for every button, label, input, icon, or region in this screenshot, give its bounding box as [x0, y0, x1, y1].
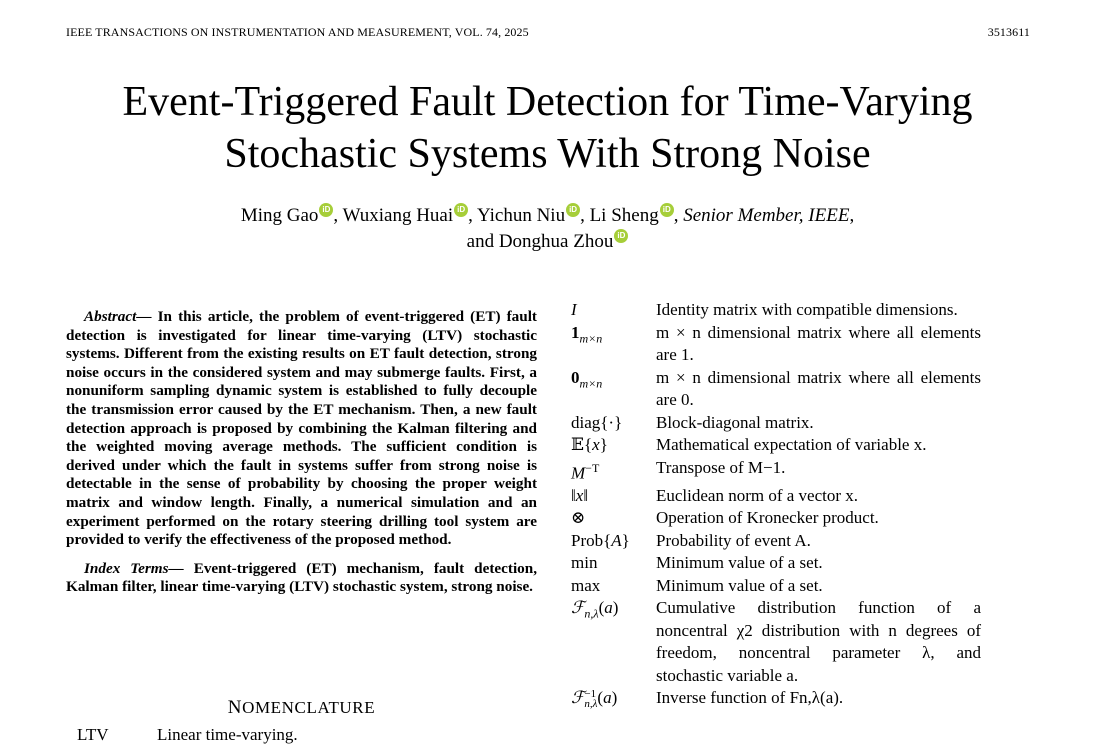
nomenclature-row — [571, 367, 981, 412]
nomenclature-row — [571, 507, 981, 530]
nomenclature-symbol: $0_{m\times n}$ — [571, 367, 603, 390]
nomenclature-symbol: ‖x‖ — [571, 485, 589, 505]
nomenclature-symbol: ⊗ — [571, 508, 586, 528]
abstract — [66, 308, 537, 550]
nomenclature-symbol: min — [571, 553, 598, 573]
author-list: Ming Gao iD , Wuxiang Huai iD , Yichun Niu iD , Li Sheng iD , Senior Member, IEEE, and Donghua Zhou iD — [240, 205, 855, 252]
nomenclature-desc: m × n dimensional matrix where all elements are 0. — [656, 367, 981, 409]
nomenclature-list — [571, 299, 981, 710]
nomenclature-row — [571, 322, 981, 367]
nomenclature-desc: Identity matrix with compatible dimensions. — [656, 300, 958, 319]
nomenclature-desc: Transpose of M−1. — [656, 457, 786, 477]
nomenclature-row — [571, 412, 981, 435]
nomenclature-symbol: max — [571, 575, 601, 595]
nomenclature-desc: Inverse function of Fn,λ(a). — [656, 688, 844, 708]
nomenclature-symbol: $M^{-T}$ — [571, 460, 600, 483]
title-line-2: Stochastic Systems With Strong Noise — [224, 131, 871, 177]
nomenclature-row — [571, 457, 981, 485]
nomenclature-row — [571, 687, 981, 710]
orcid-icon[interactable]: iD — [454, 203, 468, 217]
nomenclature-desc: Operation of Kronecker product. — [656, 508, 879, 528]
nomenclature-desc: Probability of event A. — [656, 530, 811, 550]
author-name: Donghua Zhou — [498, 231, 614, 252]
author-name: Li Sheng — [589, 205, 659, 226]
paper-title — [0, 76, 1095, 180]
orcid-icon[interactable]: iD — [566, 203, 580, 217]
nomenclature-symbol: ℱ−1 n,λ(a) — [571, 688, 618, 711]
nomenclature-desc: Minimum value of a set. — [656, 575, 823, 595]
nomenclature-heading: NOMENCLATURE — [227, 697, 376, 718]
nomenclature-symbol: LTV — [77, 725, 109, 744]
nomenclature-symbol: 𝔼{x} — [571, 435, 608, 455]
nomenclature-row — [571, 485, 981, 508]
abstract-label: Abstract— — [84, 308, 152, 325]
nomenclature-symbol: I — [571, 300, 577, 319]
nomenclature-desc: m × n dimensional matrix where all elements are 1. — [656, 322, 981, 364]
nomenclature-row — [77, 725, 298, 745]
nomenclature-desc: Minimum value of a set. — [656, 553, 823, 573]
index-terms-text: Event-triggered (ET) mechanism, fault detection, Kalman filter, linear time-varying (LTV) stochastic system, strong noise. — [66, 559, 538, 596]
nomenclature-symbol: diag{·} — [571, 412, 623, 432]
nomenclature-desc: Block-diagonal matrix. — [656, 412, 814, 432]
nomenclature-row — [571, 434, 981, 457]
nomenclature-symbol: $1_{m\times n}$ — [571, 322, 603, 345]
orcid-icon[interactable]: iD — [319, 203, 333, 217]
author-name: Wuxiang Huai — [342, 205, 454, 226]
nomenclature-desc: Euclidean norm of a vector x. — [656, 485, 859, 505]
nomenclature-row — [571, 530, 981, 553]
index-terms — [66, 560, 537, 597]
nomenclature-row — [571, 552, 981, 575]
nomenclature-row — [571, 575, 981, 598]
left-column — [66, 308, 537, 597]
nomenclature-row — [571, 597, 981, 687]
index-terms-label: Index Terms— — [84, 559, 184, 577]
orcid-icon[interactable]: iD — [614, 229, 628, 243]
author-membership: Senior Member, IEEE — [683, 205, 850, 226]
abstract-text: In this article, the problem of event-triggered (ET) fault detection is investigated for linear time-varying (LTV) stochastic systems. Different from the existing results on ET fault detection, strong noise occurs in the considered system and may submerge faults. First, a nonuniform sampling dynamic system is established to fully decouple the transmission error caused by the ET mechanism. Then, a new fault detection approach is proposed by combining the Kalman filtering and the weighted moving average methods. The sufficient condition is derived under which the fault in systems suffer from strong noise is detectable in the sense of probability by choosing the proper weight matrix and window length. Finally, a numerical simulation and an experiment performed on the rotary steering drilling tool system are provided to verify the effectiveness of the proposed method. — [66, 308, 537, 549]
nomenclature-symbol: ℱ$_{n,\lambda}$(a) — [571, 598, 619, 621]
nomenclature-row — [571, 299, 981, 322]
journal-running-head: IEEE TRANSACTIONS ON INSTRUMENTATION AND MEASUREMENT, VOL. 74, 2025 — [66, 25, 529, 39]
nomenclature-symbol: Prob{A} — [571, 530, 630, 550]
author-name: Yichun Niu — [476, 205, 566, 226]
nomenclature-desc: Linear time-varying. — [157, 725, 298, 744]
nomenclature-desc: Mathematical expectation of variable x. — [656, 435, 927, 454]
title-line-1: Event-Triggered Fault Detection for Time-Varying — [122, 79, 973, 125]
author-name: Ming Gao — [240, 205, 319, 226]
nomenclature-desc: Cumulative distribution function of a noncentral χ2 distribution with n degrees of freedom, noncentral parameter λ, and stochastic variable a. — [656, 598, 981, 685]
article-number: 3513611 — [987, 25, 1030, 39]
orcid-icon[interactable]: iD — [660, 203, 674, 217]
